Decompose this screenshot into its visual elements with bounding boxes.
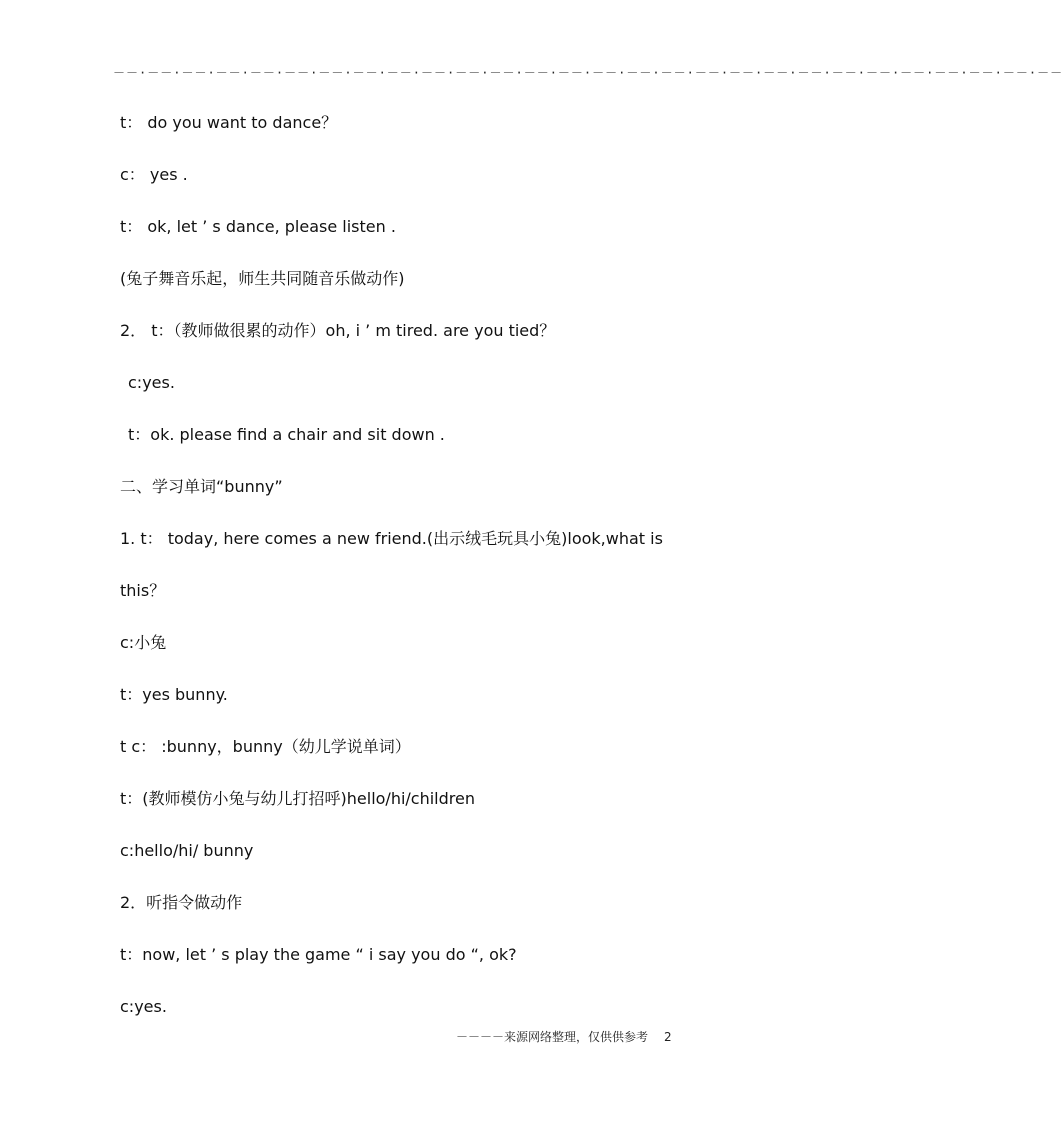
text-line: c:yes. <box>120 997 167 1016</box>
text-line: 1. t： today, here comes a new friend.(出示绒毛玩具小兔)look,what is <box>120 529 663 548</box>
text-line: t：ok. please find a chair and sit down . <box>128 425 445 444</box>
text-line: t：(教师模仿小兔与幼儿打招呼)hello/hi/children <box>120 789 475 808</box>
text-line: t：now, let ’ s play the game “ i say you do “, ok? <box>120 945 517 964</box>
text-line: t： do you want to dance？ <box>120 113 338 132</box>
text-line: c:小兔 <box>120 633 167 652</box>
text-line: t： ok, let ’ s dance, please listen . <box>120 217 396 236</box>
footer-note: －－－－来源网络整理，仅供供参考 <box>456 1030 649 1044</box>
page-number: 2 <box>664 1030 672 1044</box>
section-heading: 二、学习单词“bunny” <box>120 477 283 496</box>
text-line: c： yes . <box>120 165 188 184</box>
text-line: c:hello/hi/ bunny <box>120 841 254 860</box>
text-line: c:yes. <box>128 373 175 392</box>
text-line: 2． t：（教师做很累的动作）oh, i ’ m tired. are you tied？ <box>120 321 556 340</box>
text-line: 2．听指令做动作 <box>120 893 243 912</box>
text-line: t c： :bunny，bunny（幼儿学说单词） <box>120 737 411 756</box>
text-line: this？ <box>120 581 166 600</box>
header-rule: －－·－－·－－·－－·－－·－－·－－·－－·－－·－－·－－·－－·－－·－－·－－·－－·－－·－－·－－·－－·－－·－－·－－·－－·－－·－－·－－·－－ <box>113 66 1063 80</box>
text-line: t：yes bunny. <box>120 685 228 704</box>
text-line: (兔子舞音乐起，师生共同随音乐做动作) <box>120 269 405 288</box>
